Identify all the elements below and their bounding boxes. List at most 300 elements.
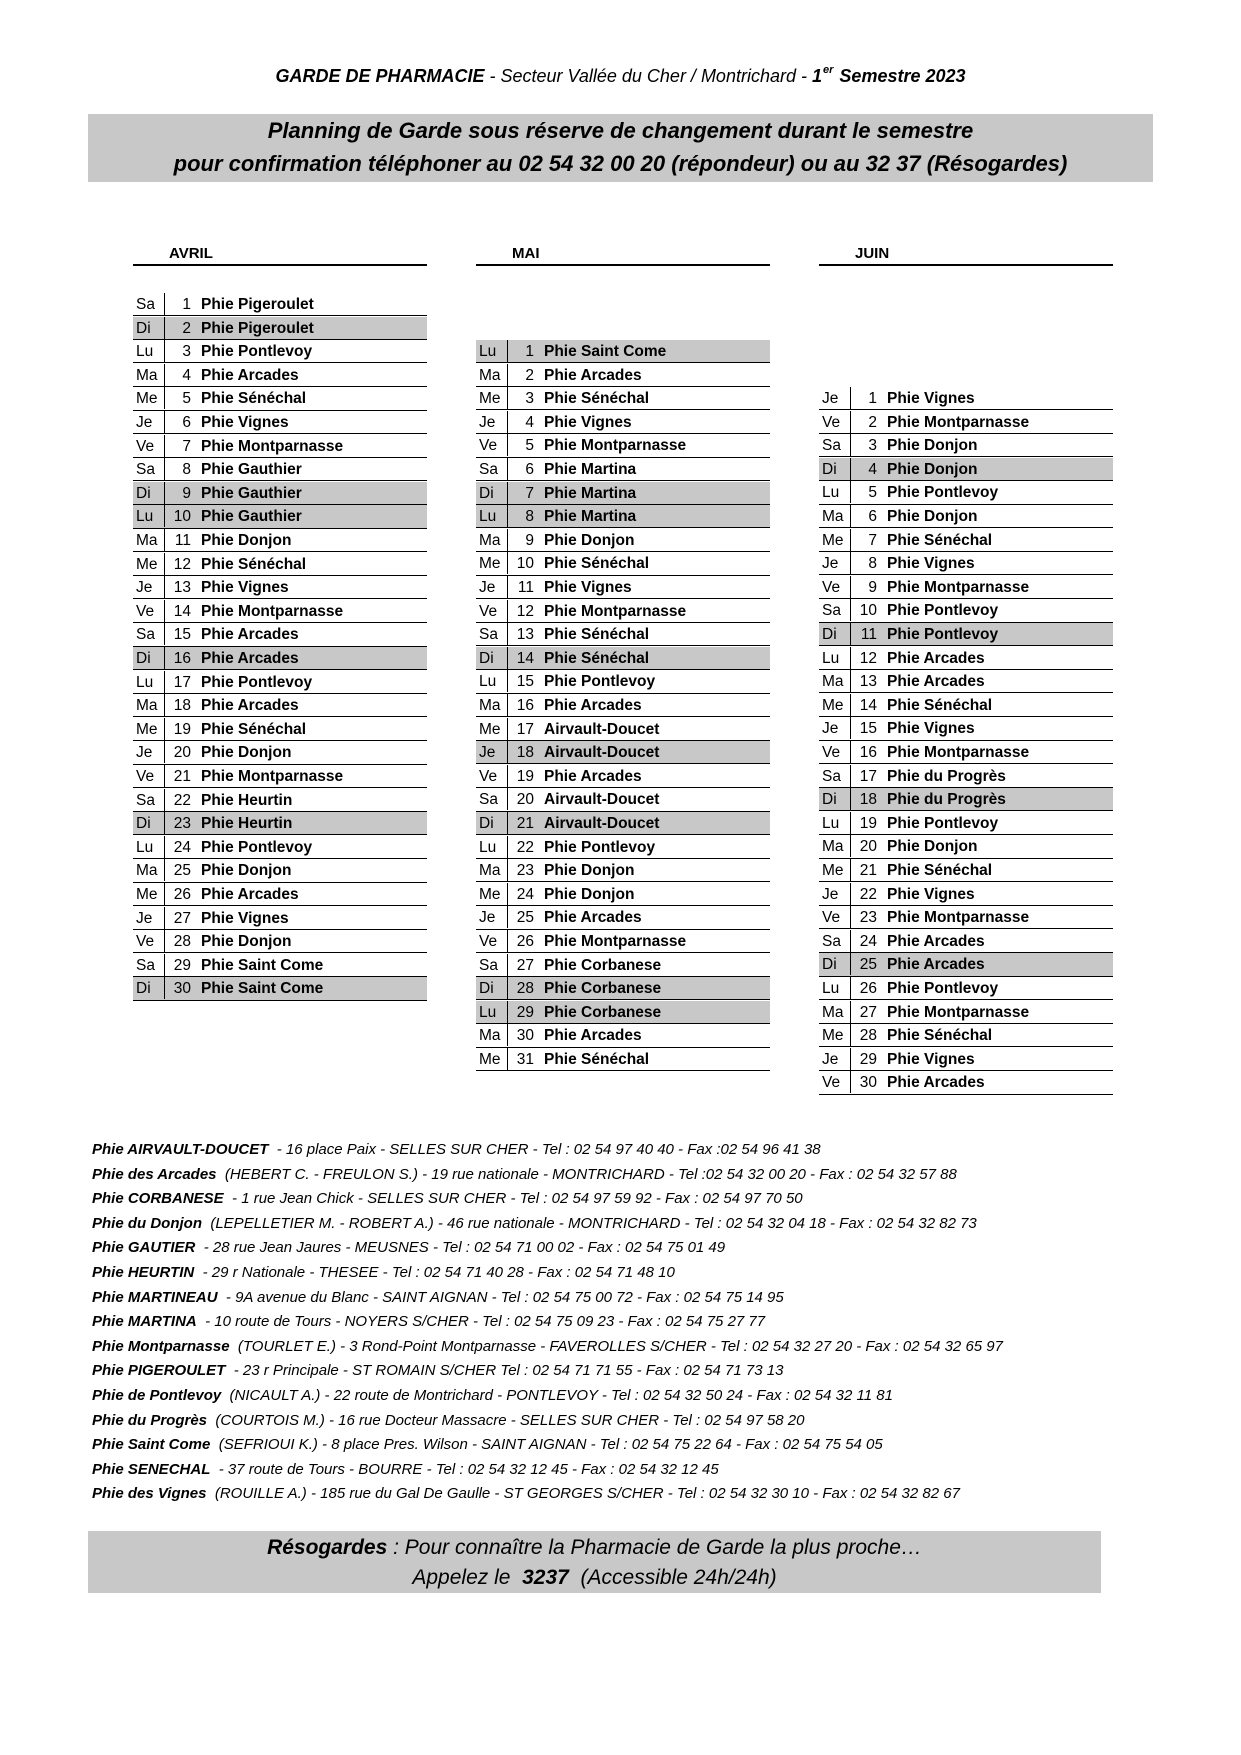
weekday: Lu bbox=[133, 836, 165, 858]
weekday: Di bbox=[476, 647, 508, 669]
schedule-row bbox=[476, 765, 770, 788]
contact-detail: (ROUILLE A.) - 185 rue du Gal De Gaulle - ST GEORGES S/CHER - Tel : 02 54 32 30 10 - Fax : 02 54 32 82 67 bbox=[214, 1485, 960, 1503]
weekday: Lu bbox=[476, 505, 508, 527]
month-avril bbox=[133, 245, 427, 998]
contact-name: Phie CORBANESE bbox=[92, 1190, 224, 1208]
footer-availability: (Accessible 24h/24h) bbox=[580, 1566, 777, 1589]
day-number: 4 bbox=[868, 460, 877, 478]
schedule-row bbox=[476, 340, 770, 363]
schedule-row bbox=[476, 411, 770, 434]
day-number: 5 bbox=[182, 390, 191, 408]
pharmacy-name: Phie Pontlevoy bbox=[887, 980, 999, 997]
notice-banner bbox=[88, 114, 1153, 182]
contact-name: Phie MARTINA bbox=[92, 1313, 197, 1331]
pharmacy-name: Phie Arcades bbox=[201, 626, 299, 644]
contact-line bbox=[92, 1409, 1212, 1434]
schedule-row bbox=[476, 623, 770, 646]
schedule-row bbox=[476, 836, 770, 859]
day-number: 31 bbox=[516, 1051, 534, 1068]
day-number: 17 bbox=[516, 720, 534, 738]
pharmacy-name: Phie Sénéchal bbox=[544, 1051, 650, 1068]
weekday: Sa bbox=[133, 293, 165, 315]
pharmacy-name: Phie Gauthier bbox=[201, 484, 302, 502]
day-number: 20 bbox=[859, 838, 877, 856]
weekday: Sa bbox=[476, 954, 508, 976]
contact-line bbox=[92, 1384, 1212, 1409]
weekday: Sa bbox=[133, 789, 165, 811]
footer-call-label: Appelez le bbox=[412, 1566, 511, 1589]
schedule-row bbox=[476, 906, 770, 929]
weekday: Je bbox=[133, 411, 165, 433]
day-number: 15 bbox=[173, 626, 191, 644]
day-number: 16 bbox=[516, 697, 534, 714]
pharmacy-name: Phie Arcades bbox=[887, 956, 985, 974]
day-number: 3 bbox=[868, 437, 877, 455]
day-number: 22 bbox=[516, 838, 534, 856]
contact-line bbox=[92, 1433, 1212, 1458]
weekday: Ve bbox=[133, 765, 165, 787]
weekday: Me bbox=[133, 718, 165, 740]
schedule-row bbox=[133, 836, 427, 859]
contact-detail: (SEFRIOUI K.) - 8 place Pres. Wilson - SAINT AIGNAN - Tel : 02 54 75 22 64 - Fax : 02 54 75 54 05 bbox=[218, 1436, 883, 1454]
schedule-row bbox=[476, 434, 770, 457]
schedule-row bbox=[819, 906, 1113, 929]
schedule-row bbox=[476, 364, 770, 387]
schedule-row bbox=[819, 741, 1113, 764]
weekday: Lu bbox=[133, 505, 165, 527]
weekday: Ve bbox=[476, 930, 508, 952]
schedule-row bbox=[133, 741, 427, 764]
contact-line bbox=[92, 1138, 1212, 1163]
schedule-row bbox=[819, 434, 1113, 457]
day-number: 8 bbox=[868, 555, 877, 573]
schedule-row bbox=[133, 977, 427, 1000]
day-number: 23 bbox=[859, 909, 877, 927]
weekday: Lu bbox=[476, 340, 508, 362]
weekday: Je bbox=[476, 741, 508, 763]
schedule-row bbox=[476, 387, 770, 410]
day-number: 20 bbox=[173, 744, 191, 762]
weekday: Ma bbox=[476, 859, 508, 881]
day-number: 19 bbox=[859, 814, 877, 832]
schedule-row bbox=[133, 930, 427, 953]
day-number: 30 bbox=[516, 1027, 534, 1045]
weekday: Ve bbox=[133, 435, 165, 457]
schedule-row bbox=[476, 883, 770, 906]
weekday: Lu bbox=[819, 977, 851, 999]
pharmacy-name: Phie du Progrès bbox=[887, 791, 1006, 809]
day-number: 28 bbox=[173, 933, 191, 951]
weekday: Sa bbox=[476, 788, 508, 810]
weekday: Di bbox=[133, 482, 165, 504]
month-juin bbox=[819, 245, 1113, 1092]
schedule-row bbox=[819, 576, 1113, 599]
schedule-row bbox=[476, 1024, 770, 1047]
day-number: 12 bbox=[516, 602, 534, 620]
schedule-row bbox=[476, 1001, 770, 1024]
weekday: Me bbox=[133, 883, 165, 905]
day-number: 4 bbox=[182, 366, 191, 384]
pharmacy-name: Airvault-Doucet bbox=[544, 791, 660, 809]
schedule-row bbox=[819, 552, 1113, 575]
schedule-row bbox=[133, 387, 427, 410]
day-number: 21 bbox=[173, 768, 191, 785]
schedule-row bbox=[133, 482, 427, 505]
weekday: Ve bbox=[133, 600, 165, 622]
weekday: Di bbox=[476, 977, 508, 999]
pharmacy-name: Phie Vignes bbox=[544, 579, 632, 596]
pharmacy-name: Phie Pontlevoy bbox=[201, 673, 313, 691]
contact-detail: (LEPELLETIER M. - ROBERT A.) - 46 rue nationale - MONTRICHARD - Tel : 02 54 32 04 18 - Fax : 02 54 32 82 73 bbox=[210, 1214, 977, 1232]
pharmacy-name: Phie Saint Come bbox=[201, 956, 324, 974]
weekday: Me bbox=[133, 387, 165, 409]
contact-name: Phie du Donjon bbox=[92, 1214, 202, 1232]
contact-line bbox=[92, 1482, 1212, 1507]
weekday: Ma bbox=[819, 1001, 851, 1023]
pharmacy-name: Phie Sénéchal bbox=[544, 390, 650, 408]
weekday: Ma bbox=[476, 529, 508, 551]
schedule-row bbox=[133, 907, 427, 930]
weekday: Ma bbox=[476, 694, 508, 716]
notice-line-1: Planning de Garde sous réserve de changement durant le semestre bbox=[267, 118, 974, 143]
weekday: Ve bbox=[819, 906, 851, 928]
day-number: 24 bbox=[173, 838, 191, 856]
pharmacy-name: Phie Pontlevoy bbox=[887, 626, 999, 643]
day-number: 21 bbox=[859, 862, 877, 879]
day-number: 26 bbox=[859, 980, 877, 997]
pharmacy-name: Phie Donjon bbox=[887, 437, 978, 455]
contact-name: Phie HEURTIN bbox=[92, 1263, 195, 1281]
weekday: Me bbox=[819, 529, 851, 551]
day-number: 22 bbox=[173, 791, 191, 809]
day-number: 19 bbox=[173, 720, 191, 738]
day-number: 24 bbox=[516, 885, 534, 903]
day-number: 7 bbox=[182, 437, 191, 455]
schedule-row bbox=[819, 812, 1113, 835]
pharmacy-name: Phie Gauthier bbox=[201, 461, 302, 479]
schedule-row bbox=[133, 623, 427, 646]
day-number: 11 bbox=[860, 626, 877, 643]
weekday: Di bbox=[133, 317, 165, 339]
pharmacy-name: Phie Arcades bbox=[544, 366, 642, 384]
pharmacy-name: Phie Arcades bbox=[201, 366, 299, 384]
day-number: 20 bbox=[516, 791, 534, 809]
pharmacy-name: Phie Donjon bbox=[201, 862, 292, 880]
pharmacy-name: Phie Arcades bbox=[544, 697, 642, 714]
pharmacy-name: Phie Pigeroulet bbox=[201, 296, 314, 313]
contact-name: Phie AIRVAULT-DOUCET bbox=[92, 1141, 269, 1158]
month-title: AVRIL bbox=[133, 245, 427, 266]
weekday: Me bbox=[476, 718, 508, 740]
pharmacy-name: Phie Arcades bbox=[887, 673, 985, 691]
weekday: Lu bbox=[819, 647, 851, 669]
weekday: Sa bbox=[476, 458, 508, 480]
pharmacy-name: Phie Montparnasse bbox=[544, 437, 687, 455]
day-number: 13 bbox=[173, 579, 191, 597]
weekday: Lu bbox=[819, 481, 851, 503]
pharmacy-name: Phie Vignes bbox=[887, 390, 975, 407]
contact-line bbox=[92, 1236, 1212, 1261]
schedule-row bbox=[476, 552, 770, 575]
pharmacy-name: Phie du Progrès bbox=[887, 767, 1006, 785]
contact-detail: (HEBERT C. - FREULON S.) - 19 rue nationale - MONTRICHARD - Tel :02 54 32 00 20 - Fax : 02 54 32 57 88 bbox=[224, 1165, 957, 1183]
pharmacy-name: Phie Vignes bbox=[201, 414, 289, 431]
schedule-row bbox=[133, 883, 427, 906]
pharmacy-name: Phie Donjon bbox=[544, 885, 635, 903]
contact-detail: (COURTOIS M.) - 16 rue Docteur Massacre - SELLES SUR CHER - Tel : 02 54 97 58 20 bbox=[215, 1411, 805, 1429]
pharmacy-name: Phie Martina bbox=[544, 461, 637, 478]
title-sector: - Secteur Vallée du Cher / Montrichard - bbox=[489, 66, 807, 86]
day-number: 28 bbox=[516, 980, 534, 998]
schedule-row bbox=[133, 411, 427, 434]
schedule-row bbox=[819, 529, 1113, 552]
day-number: 23 bbox=[173, 815, 191, 833]
weekday: Ma bbox=[819, 670, 851, 692]
weekday: Ve bbox=[133, 930, 165, 952]
pharmacy-name: Phie Heurtin bbox=[201, 815, 293, 833]
day-number: 10 bbox=[859, 602, 877, 620]
weekday: Lu bbox=[133, 671, 165, 693]
contact-detail: (TOURLET E.) - 3 Rond-Point Montparnasse - FAVEROLLES S/CHER - Tel : 02 54 32 27 20 - Fax : 02 54 32 65 97 bbox=[237, 1337, 1003, 1355]
weekday: Je bbox=[819, 1048, 851, 1070]
day-number: 13 bbox=[516, 626, 534, 644]
weekday: Lu bbox=[476, 670, 508, 692]
title-bold: GARDE DE PHARMACIE bbox=[275, 66, 485, 86]
pharmacy-name: Phie Arcades bbox=[544, 767, 642, 785]
pharmacy-name: Phie Montparnasse bbox=[544, 933, 687, 950]
day-number: 27 bbox=[859, 1003, 877, 1021]
pharmacy-name: Phie Sénéchal bbox=[544, 555, 650, 573]
day-number: 7 bbox=[868, 531, 877, 549]
day-number: 30 bbox=[173, 980, 191, 998]
weekday: Je bbox=[476, 411, 508, 433]
schedule-row bbox=[819, 859, 1113, 882]
semester-text: Semestre 2023 bbox=[839, 66, 966, 86]
day-number: 23 bbox=[516, 862, 534, 880]
schedule-row bbox=[819, 481, 1113, 504]
pharmacy-name: Phie Montparnasse bbox=[201, 437, 344, 455]
pharmacy-name: Phie Sénéchal bbox=[201, 390, 307, 408]
schedule-row bbox=[819, 930, 1113, 953]
pharmacy-name: Phie Donjon bbox=[887, 460, 978, 478]
schedule-row bbox=[133, 576, 427, 599]
schedule-row bbox=[133, 600, 427, 623]
schedule-row bbox=[819, 458, 1113, 481]
contact-name: Phie des Vignes bbox=[92, 1485, 207, 1503]
contact-line bbox=[92, 1458, 1212, 1483]
day-number: 9 bbox=[182, 484, 191, 502]
weekday: Di bbox=[133, 812, 165, 834]
pharmacy-name: Phie Arcades bbox=[201, 886, 299, 903]
weekday: Me bbox=[819, 1024, 851, 1046]
schedule-row bbox=[476, 812, 770, 835]
day-number: 4 bbox=[525, 413, 534, 431]
weekday: Sa bbox=[819, 599, 851, 621]
day-number: 6 bbox=[868, 508, 877, 525]
pharmacy-name: Phie Vignes bbox=[201, 579, 289, 597]
schedule-row bbox=[476, 930, 770, 953]
day-number: 28 bbox=[859, 1027, 877, 1045]
pharmacy-name: Phie Martina bbox=[544, 484, 637, 502]
pharmacy-name: Phie Arcades bbox=[201, 697, 299, 715]
pharmacy-name: Phie Sénéchal bbox=[887, 531, 993, 549]
weekday: Je bbox=[133, 741, 165, 763]
day-number: 2 bbox=[868, 413, 877, 431]
day-number: 11 bbox=[174, 532, 191, 549]
pharmacy-name: Phie Pontlevoy bbox=[201, 838, 313, 856]
month-mai bbox=[476, 245, 770, 1068]
weekday: Je bbox=[819, 552, 851, 574]
day-number: 15 bbox=[859, 720, 877, 738]
pharmacy-name: Phie Montparnasse bbox=[887, 1003, 1030, 1021]
resogardes-footer bbox=[88, 1531, 1101, 1593]
footer-brand: Résogardes bbox=[267, 1536, 388, 1559]
weekday: Ve bbox=[476, 600, 508, 622]
pharmacy-name: Phie Sénéchal bbox=[887, 862, 993, 879]
weekday: Di bbox=[476, 482, 508, 504]
weekday: Je bbox=[133, 907, 165, 929]
weekday: Me bbox=[476, 1048, 508, 1070]
pharmacy-name: Phie Gauthier bbox=[201, 508, 302, 526]
weekday: Ma bbox=[133, 694, 165, 716]
weekday: Ve bbox=[819, 576, 851, 598]
schedule-row bbox=[476, 529, 770, 552]
schedule-row bbox=[819, 883, 1113, 906]
pharmacy-directory bbox=[92, 1138, 1212, 1507]
schedule-row bbox=[476, 977, 770, 1000]
contact-line bbox=[92, 1212, 1212, 1237]
pharmacy-name: Phie Vignes bbox=[887, 885, 975, 903]
contact-name: Phie GAUTIER bbox=[92, 1239, 196, 1257]
weekday: Di bbox=[819, 953, 851, 975]
weekday: Sa bbox=[476, 623, 508, 645]
weekday: Di bbox=[133, 977, 165, 999]
schedule-row bbox=[133, 293, 427, 316]
contact-detail: - 37 route de Tours - BOURRE - Tel : 02 54 32 12 45 - Fax : 02 54 32 12 45 bbox=[218, 1460, 719, 1478]
pharmacy-name: Phie Vignes bbox=[887, 720, 975, 738]
day-number: 18 bbox=[859, 791, 877, 809]
schedule-row bbox=[476, 600, 770, 623]
schedule-row bbox=[819, 1071, 1113, 1094]
footer-number: 3237 bbox=[522, 1566, 569, 1589]
pharmacy-name: Phie Arcades bbox=[887, 1074, 985, 1092]
schedule-row bbox=[133, 694, 427, 717]
day-number: 14 bbox=[516, 649, 534, 667]
schedule-row bbox=[476, 576, 770, 599]
day-number: 29 bbox=[516, 1003, 534, 1021]
pharmacy-name: Phie Pontlevoy bbox=[544, 838, 656, 856]
schedule-row bbox=[133, 718, 427, 741]
month-title: MAI bbox=[476, 245, 770, 266]
weekday: Ma bbox=[476, 364, 508, 386]
day-number: 21 bbox=[516, 815, 534, 832]
day-number: 17 bbox=[859, 767, 877, 785]
contact-line bbox=[92, 1163, 1212, 1188]
day-number: 5 bbox=[525, 437, 534, 455]
day-number: 5 bbox=[868, 484, 877, 502]
pharmacy-name: Phie Heurtin bbox=[201, 791, 293, 809]
weekday: Lu bbox=[133, 340, 165, 362]
schedule-row bbox=[476, 718, 770, 741]
pharmacy-name: Phie Pontlevoy bbox=[201, 343, 313, 361]
pharmacy-name: Phie Pontlevoy bbox=[887, 484, 999, 502]
contact-detail: - 23 r Principale - ST ROMAIN S/CHER Tel : 02 54 71 71 55 - Fax : 02 54 71 73 13 bbox=[233, 1362, 784, 1380]
schedule-row bbox=[133, 789, 427, 812]
day-number: 1 bbox=[868, 390, 877, 407]
pharmacy-name: Phie Arcades bbox=[887, 649, 985, 667]
pharmacy-name: Phie Vignes bbox=[544, 413, 632, 431]
day-number: 14 bbox=[859, 696, 877, 714]
contact-line bbox=[92, 1359, 1212, 1384]
schedule-row bbox=[476, 954, 770, 977]
schedule-row bbox=[819, 835, 1113, 858]
day-number: 30 bbox=[859, 1074, 877, 1092]
day-number: 2 bbox=[182, 319, 191, 337]
schedule-row bbox=[476, 694, 770, 717]
schedule-row bbox=[819, 953, 1113, 976]
schedule-row bbox=[133, 364, 427, 387]
weekday: Sa bbox=[133, 623, 165, 645]
schedule-row bbox=[476, 741, 770, 764]
schedule-row bbox=[133, 505, 427, 528]
pharmacy-name: Phie Saint Come bbox=[544, 343, 667, 360]
weekday: Ma bbox=[133, 364, 165, 386]
month-title: JUIN bbox=[819, 245, 1113, 266]
day-number: 25 bbox=[173, 862, 191, 880]
schedule-row bbox=[819, 694, 1113, 717]
pharmacy-name: Phie Montparnasse bbox=[887, 578, 1030, 596]
contact-detail: - 1 rue Jean Chick - SELLES SUR CHER - Tel : 02 54 97 59 92 - Fax : 02 54 97 70 50 bbox=[232, 1190, 803, 1208]
schedule-row bbox=[819, 1024, 1113, 1047]
schedule-row bbox=[819, 670, 1113, 693]
schedule-row bbox=[476, 670, 770, 693]
pharmacy-name: Phie Donjon bbox=[887, 838, 978, 856]
contact-detail: - 9A avenue du Blanc - SAINT AIGNAN - Tel : 02 54 75 00 72 - Fax : 02 54 75 14 95 bbox=[225, 1288, 784, 1306]
pharmacy-name: Phie Pontlevoy bbox=[887, 602, 999, 620]
weekday: Ma bbox=[476, 1024, 508, 1046]
contact-line bbox=[92, 1261, 1212, 1286]
weekday: Ve bbox=[819, 411, 851, 433]
day-number: 1 bbox=[525, 343, 534, 360]
schedule-row bbox=[133, 317, 427, 340]
day-number: 18 bbox=[173, 697, 191, 715]
contact-line bbox=[92, 1286, 1212, 1311]
day-number: 1 bbox=[182, 296, 191, 313]
contact-name: Phie Saint Come bbox=[92, 1436, 211, 1454]
day-number: 29 bbox=[173, 956, 191, 974]
pharmacy-name: Phie Corbanese bbox=[544, 956, 662, 974]
weekday: Di bbox=[819, 458, 851, 480]
day-number: 17 bbox=[173, 673, 191, 691]
footer-line-1: : Pour connaître la Pharmacie de Garde la plus proche… bbox=[393, 1536, 922, 1559]
pharmacy-name: Phie Corbanese bbox=[544, 980, 662, 998]
day-number: 9 bbox=[525, 531, 534, 549]
schedule-row bbox=[819, 717, 1113, 740]
weekday: Ma bbox=[819, 835, 851, 857]
weekday: Je bbox=[819, 387, 851, 409]
schedule-row bbox=[133, 859, 427, 882]
weekday: Ma bbox=[819, 505, 851, 527]
contact-line bbox=[92, 1335, 1212, 1360]
day-number: 3 bbox=[182, 343, 191, 361]
weekday: Ve bbox=[819, 1071, 851, 1093]
pharmacy-name: Phie Donjon bbox=[544, 862, 635, 880]
weekday: Ve bbox=[476, 434, 508, 456]
day-number: 19 bbox=[516, 767, 534, 785]
day-number: 3 bbox=[525, 390, 534, 408]
schedule-row bbox=[133, 340, 427, 363]
day-number: 12 bbox=[173, 555, 191, 573]
